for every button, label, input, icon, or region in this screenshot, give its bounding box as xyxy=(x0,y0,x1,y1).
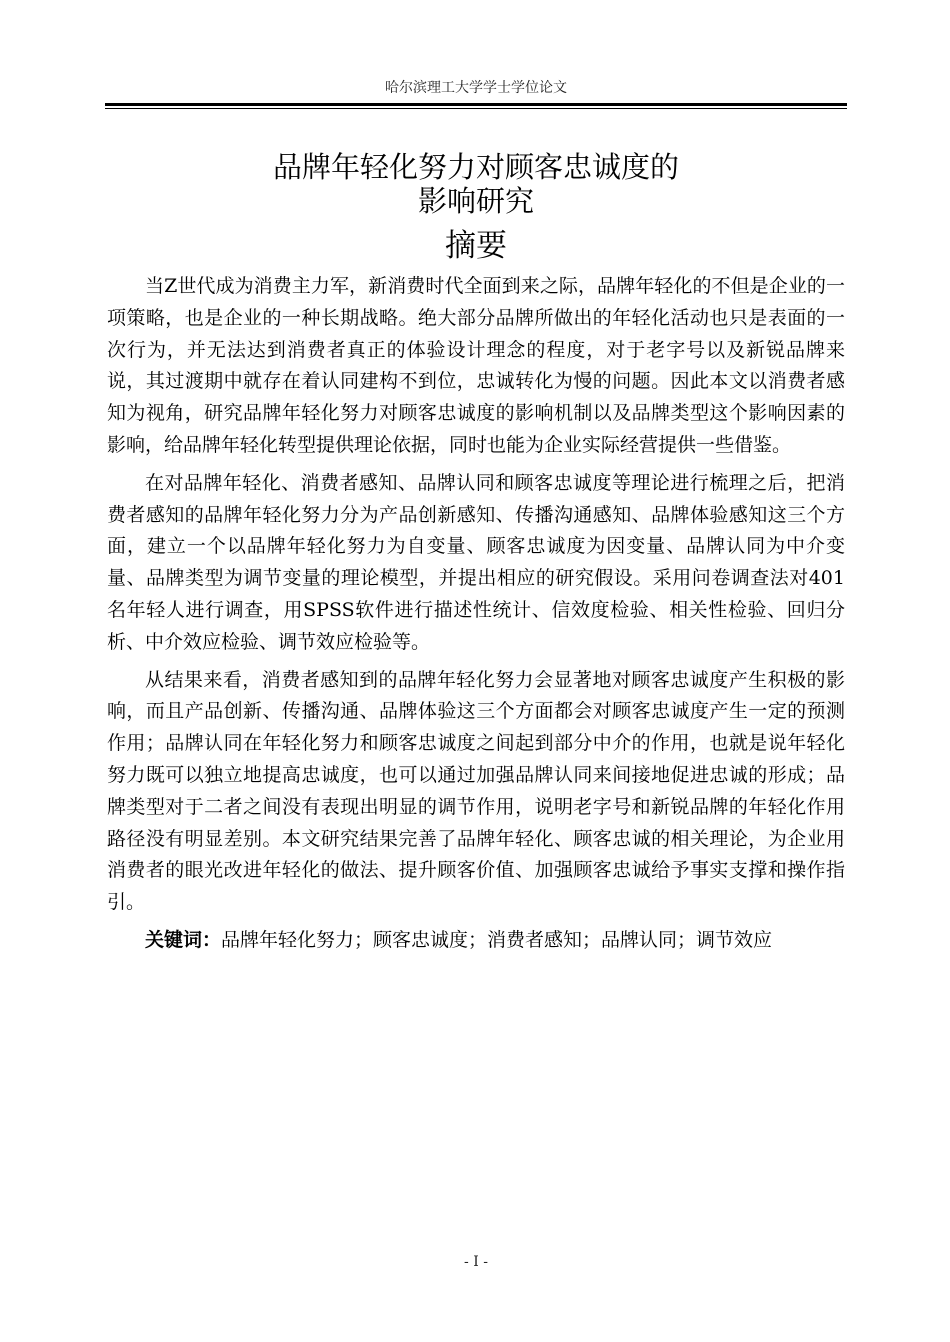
page-number: - I - xyxy=(464,1254,488,1270)
abstract-paragraph-3: 从结果来看，消费者感知到的品牌年轻化努力会显著地对顾客忠诚度产生积极的影响，而且产品创新、传播沟通、品牌体验这三个方面都会对顾客忠诚度产生一定的预测作用；品牌认同在年轻化努力和顾客忠诚度之间起到部分中介的作用，也就是说年轻化努力既可以独立地提高忠诚度，也可以通过加强品牌认同来间接地促进忠诚的形成；品牌类型对于二者之间没有表现出明显的调节作用，说明老字号和新锐品牌的年轻化作用路径没有明显差别。本文研究结果完善了品牌年轻化、顾客忠诚的相关理论，为企业用消费者的眼光改进年轻化的做法、提升顾客价值、加强顾客忠诚给予事实支撑和操作指引。 xyxy=(107,668,845,914)
keywords-text: 品牌年轻化努力；顾客忠诚度；消费者感知；品牌认同；调节效应 xyxy=(221,928,773,951)
abstract-body xyxy=(107,271,845,963)
keywords xyxy=(107,925,845,957)
abstract-paragraph-2: 在对品牌年轻化、消费者感知、品牌认同和顾客忠诚度等理论进行梳理之后，把消费者感知的品牌年轻化努力分为产品创新感知、传播沟通感知、品牌体验感知这三个方面，建立一个以品牌年轻化努力为自变量、顾客忠诚度为因变量、品牌认同为中介变量、品牌类型为调节变量的理论模型，并提出相应的研究假设。采用问卷调查法对401名年轻人进行调查，用SPSS软件进行描述性统计、信效度检验、相关性检验、回归分析、中介效应检验、调节效应检验等。 xyxy=(107,471,845,653)
abstract-paragraph-1: 当Z世代成为消费主力军，新消费时代全面到来之际，品牌年轻化的不但是企业的一项策略，也是企业的一种长期战略。绝大部分品牌所做出的年轻化活动也只是表面的一次行为，并无法达到消费者真正的体验设计理念的程度，对于老字号以及新锐品牌来说，其过渡期中就存在着认同建构不到位，忠诚转化为慢的问题。因此本文以消费者感知为视角，研究品牌年轻化努力对顾客忠诚度的影响机制以及品牌类型这个影响因素的影响，给品牌年轻化转型提供理论依据，同时也能为企业实际经营提供一些借鉴。 xyxy=(107,275,845,456)
header-rule-thick xyxy=(105,103,847,106)
thesis-title-line-1: 品牌年轻化努力对顾客忠诚度的 xyxy=(272,150,679,184)
abstract-heading: 摘要 xyxy=(445,228,507,264)
header-rule-thin xyxy=(105,108,847,109)
keywords-label: 关键词： xyxy=(145,928,222,951)
running-header: 哈尔滨理工大学学士学位论文 xyxy=(385,80,567,96)
thesis-title-line-2: 影响研究 xyxy=(417,184,534,218)
thesis-title xyxy=(105,150,847,218)
